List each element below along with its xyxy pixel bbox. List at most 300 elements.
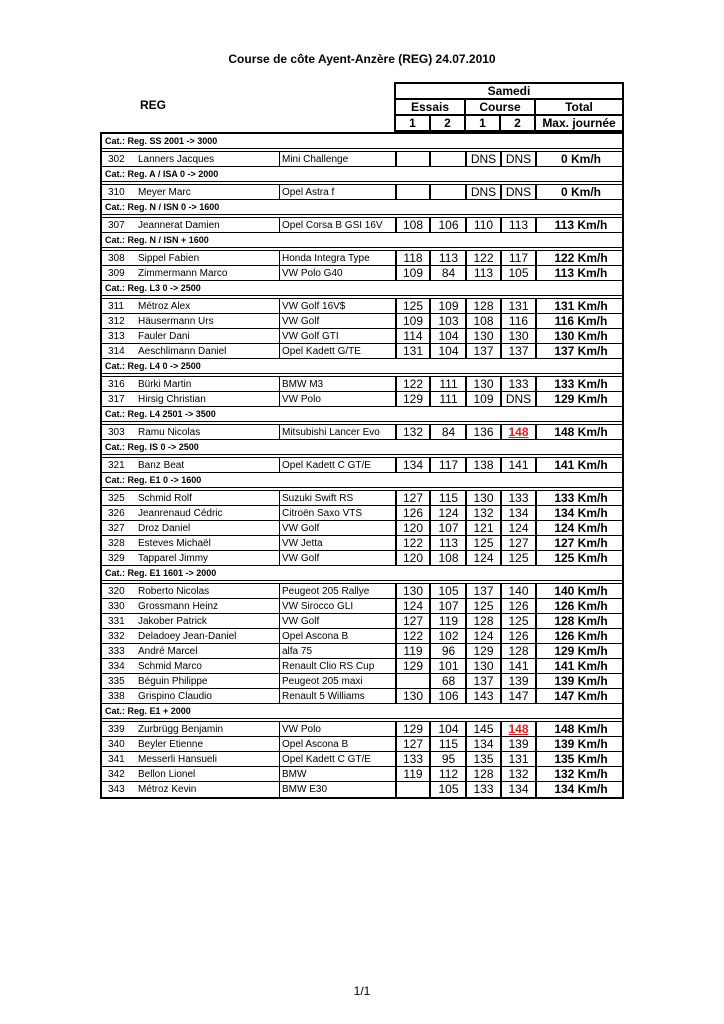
car-model: Mitsubishi Lancer Evo: [280, 425, 396, 440]
start-number: 340: [108, 739, 125, 750]
car-model: VW Polo: [280, 722, 396, 737]
speed-run-1: 122: [396, 629, 431, 644]
driver-name: Ramu Nicolas: [138, 425, 280, 440]
category-header: Cat.: Reg. L4 0 -> 2500: [102, 359, 622, 374]
start-number: 342: [108, 769, 125, 780]
table-row: [102, 599, 622, 614]
driver-name: Schmid Marco: [138, 659, 280, 674]
car-model: Honda Integra Type: [280, 251, 396, 266]
category-header: Cat.: Reg. N / ISN 0 -> 1600: [102, 200, 622, 215]
category-header: Cat.: Reg. N / ISN + 1600: [102, 233, 622, 248]
speed-run-1: 130: [396, 689, 431, 704]
speed-run-1: 124: [396, 599, 431, 614]
start-number: 309: [108, 268, 125, 279]
speed-run-3: 143: [467, 689, 502, 704]
total-header: Total: [534, 98, 624, 116]
speed-run-2: 109: [432, 299, 467, 314]
speed-run-3: 145: [467, 722, 502, 737]
speed-run-3: 137: [467, 584, 502, 599]
max-speed: 128 Km/h: [554, 614, 608, 628]
speed-run-2: 104: [432, 722, 467, 737]
table-row: [102, 314, 622, 329]
max-speed: 135 Km/h: [554, 752, 608, 766]
max-speed: 113 Km/h: [554, 266, 608, 280]
category-header: Cat.: Reg. A / ISA 0 -> 2000: [102, 167, 622, 182]
speed-run-3: 109: [467, 392, 502, 407]
start-number: 311: [108, 301, 124, 312]
start-number: 333: [108, 646, 125, 657]
driver-name: Métroz Kevin: [138, 782, 280, 797]
speed-run-1: 120: [396, 551, 431, 566]
speed-run-4: 113: [502, 218, 537, 233]
speed-run-3: 130: [467, 377, 502, 392]
car-model: Renault 5 Williams: [280, 689, 396, 704]
speed-run-2: 108: [432, 551, 467, 566]
max-speed: 124 Km/h: [554, 521, 608, 535]
start-number: 341: [108, 754, 125, 765]
driver-name: Bellon Lionel: [138, 767, 280, 782]
speed-run-4: 130: [502, 329, 537, 344]
speed-run-1: 119: [396, 644, 431, 659]
start-number: 325: [108, 493, 125, 504]
speed-run-4: 117: [502, 251, 537, 266]
speed-run-4: 125: [502, 614, 537, 629]
speed-run-4: 132: [502, 767, 537, 782]
speed-run-2: 115: [432, 491, 467, 506]
speed-run-3: 128: [467, 614, 502, 629]
speed-run-4: 131: [502, 299, 537, 314]
speed-run-3: 122: [467, 251, 502, 266]
speed-run-4: 139: [502, 674, 537, 689]
max-speed: 116 Km/h: [554, 314, 608, 328]
speed-run-4: DNS: [502, 392, 537, 407]
driver-name: Messerli Hansueli: [138, 752, 280, 767]
max-speed: 133 Km/h: [554, 377, 608, 391]
speed-run-2: 107: [432, 599, 467, 614]
run-1-header: 1: [394, 114, 431, 132]
speed-run-2: 112: [432, 767, 467, 782]
speed-run-3: 125: [467, 536, 502, 551]
table-row: [102, 152, 622, 167]
category-header: Cat.: Reg. IS 0 -> 2500: [102, 440, 622, 455]
speed-run-4: 131: [502, 752, 537, 767]
driver-name: Bürki Martin: [138, 377, 280, 392]
speed-run-3: 125: [467, 599, 502, 614]
speed-run-1: 109: [396, 314, 431, 329]
speed-run-1: 109: [396, 266, 431, 281]
table-row: [102, 722, 622, 737]
speed-run-3: 134: [467, 737, 502, 752]
table-row: [102, 425, 622, 440]
driver-name: Deladoey Jean-Daniel: [138, 629, 280, 644]
car-model: VW Golf: [280, 521, 396, 536]
speed-run-4: 140: [502, 584, 537, 599]
car-model: VW Golf GTI: [280, 329, 396, 344]
car-model: VW Golf: [280, 614, 396, 629]
driver-name: Meyer Marc: [138, 185, 280, 200]
speed-run-4: 133: [502, 377, 537, 392]
speed-run-1: 132: [396, 425, 431, 440]
table-row: [102, 644, 622, 659]
car-model: Opel Corsa B GSI 16V: [280, 218, 396, 233]
table-row: [102, 491, 622, 506]
speed-run-3: 128: [467, 767, 502, 782]
start-number: 313: [108, 331, 125, 342]
category-header: Cat.: Reg. E1 + 2000: [102, 704, 622, 719]
table-row: [102, 251, 622, 266]
max-speed: 148 Km/h: [554, 722, 608, 736]
speed-run-1: 129: [396, 722, 431, 737]
start-number: 302: [108, 154, 125, 165]
car-model: VW Polo G40: [280, 266, 396, 281]
speed-run-2: 68: [432, 674, 467, 689]
speed-run-3: 135: [467, 752, 502, 767]
start-number: 320: [108, 586, 125, 597]
car-model: Citroën Saxo VTS: [280, 506, 396, 521]
speed-run-1: 108: [396, 218, 431, 233]
table-row: [102, 767, 622, 782]
table-header: [100, 82, 624, 132]
start-number: 330: [108, 601, 125, 612]
driver-name: Fauler Dani: [138, 329, 280, 344]
max-speed: 133 Km/h: [554, 491, 608, 505]
speed-run-3: DNS: [467, 185, 502, 200]
table-row: [102, 659, 622, 674]
speed-run-4: DNS: [502, 185, 537, 200]
max-speed: 134 Km/h: [554, 506, 608, 520]
speed-run-3: 129: [467, 644, 502, 659]
category-header: Cat.: Reg. L3 0 -> 2500: [102, 281, 622, 296]
speed-run-2: 119: [432, 614, 467, 629]
speed-run-4: 133: [502, 491, 537, 506]
speed-run-2: 106: [432, 218, 467, 233]
speed-run-4: 124: [502, 521, 537, 536]
max-speed: 127 Km/h: [554, 536, 608, 550]
max-speed: 131 Km/h: [554, 299, 608, 313]
table-row: [102, 737, 622, 752]
car-model: Opel Astra f: [280, 185, 396, 200]
driver-name: Jeannerat Damien: [138, 218, 280, 233]
car-model: VW Golf: [280, 551, 396, 566]
car-model: Peugeot 205 maxi: [280, 674, 396, 689]
max-speed: 126 Km/h: [554, 599, 608, 613]
speed-run-4: 105: [502, 266, 537, 281]
car-model: alfa 75: [280, 644, 396, 659]
speed-run-3: 133: [467, 782, 502, 797]
start-number: 316: [108, 379, 125, 390]
max-speed: 129 Km/h: [554, 392, 608, 406]
table-row: [102, 377, 622, 392]
max-speed: 141 Km/h: [554, 659, 608, 673]
speed-run-1: 127: [396, 737, 431, 752]
category-header: Cat.: Reg. L4 2501 -> 3500: [102, 407, 622, 422]
speed-run-2: 84: [432, 425, 467, 440]
table-row: [102, 674, 622, 689]
essais-header: Essais: [394, 98, 466, 116]
max-speed: 0 Km/h: [560, 152, 601, 166]
speed-run-3: 128: [467, 299, 502, 314]
driver-name: Zimmermann Marco: [138, 266, 280, 281]
driver-name: Grossmann Heinz: [138, 599, 280, 614]
driver-name: Grispino Claudio: [138, 689, 280, 704]
speed-run-3: 138: [467, 458, 502, 473]
start-number: 343: [108, 784, 125, 795]
speed-run-1: 122: [396, 377, 431, 392]
driver-name: Banz Beat: [138, 458, 280, 473]
speed-run-3: 121: [467, 521, 502, 536]
speed-run-4: 139: [502, 737, 537, 752]
start-number: 308: [108, 253, 125, 264]
speed-run-3: 124: [467, 629, 502, 644]
start-number: 332: [108, 631, 125, 642]
speed-run-4: 126: [502, 599, 537, 614]
speed-run-1: 118: [396, 251, 431, 266]
speed-run-2: 105: [432, 782, 467, 797]
speed-run-4: 128: [502, 644, 537, 659]
start-number: 334: [108, 661, 125, 672]
speed-run-4: 137: [502, 344, 537, 359]
car-model: BMW: [280, 767, 396, 782]
max-speed: 137 Km/h: [554, 344, 608, 358]
speed-run-2: 115: [432, 737, 467, 752]
speed-run-3: 130: [467, 659, 502, 674]
table-row: [102, 392, 622, 407]
driver-name: Jeanrenaud Cédric: [138, 506, 280, 521]
speed-run-3: 132: [467, 506, 502, 521]
speed-run-2: [432, 185, 467, 200]
speed-run-2: 107: [432, 521, 467, 536]
table-row: [102, 458, 622, 473]
speed-run-1: [396, 782, 431, 797]
speed-run-1: 114: [396, 329, 431, 344]
run-2-header: 2: [429, 114, 466, 132]
driver-name: Esteves Michaël: [138, 536, 280, 551]
car-model: VW Jetta: [280, 536, 396, 551]
table-row: [102, 185, 622, 200]
run-3-header: 1: [464, 114, 501, 132]
speed-run-2: [432, 152, 467, 167]
speed-run-4: DNS: [502, 152, 537, 167]
driver-name: Roberto Nicolas: [138, 584, 280, 599]
samedi-header: Samedi: [394, 82, 624, 100]
car-model: Mini Challenge: [280, 152, 396, 167]
start-number: 317: [108, 394, 125, 405]
reg-label: REG: [140, 98, 167, 112]
speed-run-4: 125: [502, 551, 537, 566]
speed-run-1: [396, 185, 431, 200]
speed-run-1: 120: [396, 521, 431, 536]
speed-run-1: 131: [396, 344, 431, 359]
speed-run-2: 96: [432, 644, 467, 659]
car-model: VW Golf: [280, 314, 396, 329]
run-4-header: 2: [499, 114, 536, 132]
start-number: 335: [108, 676, 125, 687]
driver-name: Jakober Patrick: [138, 614, 280, 629]
speed-run-1: 129: [396, 659, 431, 674]
car-model: Opel Ascona B: [280, 629, 396, 644]
speed-run-3: 110: [467, 218, 502, 233]
max-header: Max. journée: [534, 114, 624, 132]
table-row: [102, 506, 622, 521]
start-number: 307: [108, 220, 125, 231]
speed-run-1: [396, 152, 431, 167]
speed-run-2: 95: [432, 752, 467, 767]
speed-run-2: 111: [432, 377, 467, 392]
max-speed: 126 Km/h: [554, 629, 608, 643]
driver-name: Häusermann Urs: [138, 314, 280, 329]
speed-run-3: 113: [467, 266, 502, 281]
results-table: [100, 132, 624, 799]
car-model: Peugeot 205 Rallye: [280, 584, 396, 599]
max-speed: 125 Km/h: [554, 551, 608, 565]
speed-run-3: 137: [467, 344, 502, 359]
speed-run-3: 108: [467, 314, 502, 329]
speed-run-1: 127: [396, 614, 431, 629]
speed-run-2: 106: [432, 689, 467, 704]
speed-run-2: 111: [432, 392, 467, 407]
speed-run-2: 84: [432, 266, 467, 281]
car-model: VW Sirocco GLI: [280, 599, 396, 614]
start-number: 321: [108, 460, 125, 471]
start-number: 331: [108, 616, 125, 627]
start-number: 327: [108, 523, 125, 534]
driver-name: Sippel Fabien: [138, 251, 280, 266]
driver-name: Hirsig Christian: [138, 392, 280, 407]
driver-name: Zurbrügg Benjamin: [138, 722, 280, 737]
car-model: Opel Kadett C GT/E: [280, 752, 396, 767]
speed-run-2: 102: [432, 629, 467, 644]
car-model: Opel Kadett G/TE: [280, 344, 396, 359]
speed-run-2: 101: [432, 659, 467, 674]
page-title: Course de côte Ayent-Anzère (REG) 24.07.2010: [228, 52, 496, 66]
category-header: Cat.: Reg. E1 0 -> 1600: [102, 473, 622, 488]
table-row: [102, 299, 622, 314]
speed-run-3: 130: [467, 491, 502, 506]
speed-run-4: 147: [502, 689, 537, 704]
start-number: 303: [108, 427, 125, 438]
start-number: 339: [108, 724, 125, 735]
speed-run-4: 134: [502, 782, 537, 797]
max-speed: 129 Km/h: [554, 644, 608, 658]
driver-name: André Marcel: [138, 644, 280, 659]
speed-run-1: 133: [396, 752, 431, 767]
max-speed: 139 Km/h: [554, 737, 608, 751]
table-row: [102, 344, 622, 359]
max-speed: 132 Km/h: [554, 767, 608, 781]
car-model: BMW M3: [280, 377, 396, 392]
car-model: Suzuki Swift RS: [280, 491, 396, 506]
max-speed: 130 Km/h: [554, 329, 608, 343]
driver-name: Tapparel Jimmy: [138, 551, 280, 566]
table-row: [102, 266, 622, 281]
speed-run-1: 122: [396, 536, 431, 551]
car-model: BMW E30: [280, 782, 396, 797]
speed-run-4: 126: [502, 629, 537, 644]
max-speed: 134 Km/h: [554, 782, 608, 796]
car-model: Opel Kadett C GT/E: [280, 458, 396, 473]
table-row: [102, 536, 622, 551]
speed-run-3: 136: [467, 425, 502, 440]
speed-run-3: 130: [467, 329, 502, 344]
start-number: 312: [108, 316, 125, 327]
start-number: 338: [108, 691, 125, 702]
speed-run-4: 148: [502, 425, 537, 440]
speed-run-1: 125: [396, 299, 431, 314]
start-number: 310: [108, 187, 125, 198]
driver-name: Beyler Etienne: [138, 737, 280, 752]
max-speed: 141 Km/h: [554, 458, 608, 472]
car-model: VW Polo: [280, 392, 396, 407]
speed-run-2: 117: [432, 458, 467, 473]
start-number: 329: [108, 553, 125, 564]
speed-run-4: 141: [502, 458, 537, 473]
speed-run-2: 113: [432, 536, 467, 551]
speed-run-3: DNS: [467, 152, 502, 167]
page-number: 1/1: [353, 984, 371, 998]
table-row: [102, 752, 622, 767]
category-header: Cat.: Reg. E1 1601 -> 2000: [102, 566, 622, 581]
start-number: 326: [108, 508, 125, 519]
table-row: [102, 629, 622, 644]
driver-name: Droz Daniel: [138, 521, 280, 536]
speed-run-1: 119: [396, 767, 431, 782]
speed-run-3: 124: [467, 551, 502, 566]
speed-run-4: 141: [502, 659, 537, 674]
max-speed: 113 Km/h: [554, 218, 608, 232]
speed-run-1: [396, 674, 431, 689]
table-row: [102, 689, 622, 704]
speed-run-1: 130: [396, 584, 431, 599]
car-model: VW Golf 16V$: [280, 299, 396, 314]
max-speed: 0 Km/h: [560, 185, 601, 199]
max-speed: 147 Km/h: [554, 689, 608, 703]
table-row: [102, 614, 622, 629]
table-row: [102, 551, 622, 566]
speed-run-1: 129: [396, 392, 431, 407]
table-row: [102, 584, 622, 599]
driver-name: Lanners Jacques: [138, 152, 280, 167]
speed-run-2: 104: [432, 329, 467, 344]
start-number: 328: [108, 538, 125, 549]
speed-run-2: 104: [432, 344, 467, 359]
max-speed: 122 Km/h: [554, 251, 608, 265]
speed-run-1: 134: [396, 458, 431, 473]
table-row: [102, 218, 622, 233]
table-row: [102, 329, 622, 344]
max-speed: 139 Km/h: [554, 674, 608, 688]
car-model: Renault Clio RS Cup: [280, 659, 396, 674]
driver-name: Béguin Philippe: [138, 674, 280, 689]
table-row: [102, 521, 622, 536]
car-model: Opel Ascona B: [280, 737, 396, 752]
table-row: [102, 782, 622, 797]
speed-run-1: 127: [396, 491, 431, 506]
speed-run-2: 105: [432, 584, 467, 599]
speed-run-4: 134: [502, 506, 537, 521]
speed-run-4: 148: [502, 722, 537, 737]
driver-name: Schmid Rolf: [138, 491, 280, 506]
speed-run-2: 103: [432, 314, 467, 329]
speed-run-4: 116: [502, 314, 537, 329]
speed-run-2: 124: [432, 506, 467, 521]
course-header: Course: [464, 98, 536, 116]
max-speed: 148 Km/h: [554, 425, 608, 439]
speed-run-2: 113: [432, 251, 467, 266]
max-speed: 140 Km/h: [554, 584, 608, 598]
driver-name: Métroz Alex: [138, 299, 280, 314]
speed-run-1: 126: [396, 506, 431, 521]
speed-run-3: 137: [467, 674, 502, 689]
